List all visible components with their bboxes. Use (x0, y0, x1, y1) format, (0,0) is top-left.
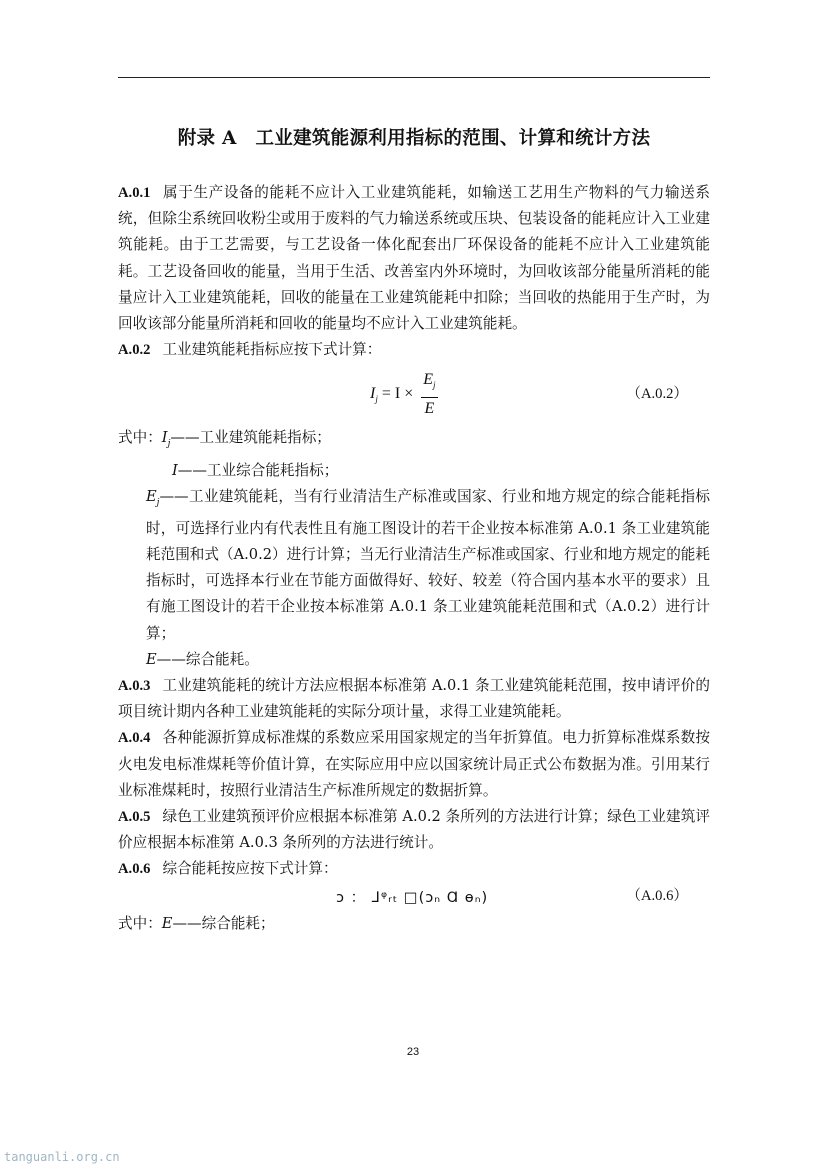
header-rule (118, 77, 710, 78)
section-text: 属于生产设备的能耗不应计入工业建筑能耗，如输送工艺用生产物料的气力输送系统，但除尘系统回收粉尘或用于废料的气力输送系统或压块、包装设备的能耗应计入工业建筑能耗。由于工艺需要，与工艺设备一体化配套出厂环保设备的能耗不应计入工业建筑能耗。工艺设备回收的能量，当用于生活、改善室内外环境时，为回收该部分能量所消耗的能量应计入工业建筑能耗，回收的能量在工业建筑能耗中扣除；当回收的热能用于生产时，为回收该部分能量所消耗和回收的能量均不应计入工业建筑能耗。 (118, 184, 710, 333)
section-a02 (118, 337, 710, 363)
section-text: 工业建筑能耗指标应按下式计算： (162, 341, 382, 359)
appendix-title: 附录 A 工业建筑能源利用指标的范围、计算和统计方法 (177, 128, 651, 149)
section-a01 (118, 180, 710, 337)
section-text: 综合能耗按应按下式计算： (162, 860, 338, 878)
section-number: A.0.5 (118, 809, 151, 826)
section-number: A.0.4 (118, 730, 151, 747)
section-number: A.0.1 (118, 185, 151, 201)
page-number: 23 (406, 1046, 420, 1058)
section-text: 绿色工业建筑预评价应根据本标准第 A.0.2 条所列的方法进行计算；绿色工业建筑评价应根据本标准第 A.0.3 条所列的方法进行统计。 (118, 808, 710, 852)
where-e-2: 式中：E——综合能耗； (118, 914, 275, 932)
formula-expression: $I_j = I$ × $\frac{E_j}{E}$ (370, 369, 438, 419)
where-i: I——工业综合能耗指标； (172, 461, 339, 479)
where-ej: $E_j——$工业建筑能耗，当有行业清洁生产标准或国家、行业和地方规定的综合能耗指标时，可选择行业内有代表性且有施工图设计的若干企业按本标准第 A.0.1 条工业建筑能耗范围和式（A.0.2）进行计算；当无行业清洁生产标准或国家、行业和地方规定的能耗指标时，可选择本行业在节能方面做得好、较好、较差（符合国内基本水平的要求）且有施工图设计的若干企业按本标准第 A.0.1 条工业建筑能耗范围和式（A.0.2）进行计算； (146, 487, 710, 642)
formula-a02 (118, 363, 710, 425)
equation-number: （A.0.2） (626, 386, 688, 403)
section-a03 (118, 673, 710, 725)
watermark: tanguanli.org.cn (4, 1150, 120, 1164)
formula-expression: ɔ ： ⅃ᵠᵣₜ □(ɔₙ Ɑ ɵₙ) (336, 888, 489, 906)
fraction: $\frac{E_j}{E}$ (423, 371, 436, 417)
section-number: A.0.6 (118, 861, 151, 878)
formula-a06 (118, 883, 710, 911)
equation-number: （A.0.6） (626, 887, 688, 904)
section-a04 (118, 725, 710, 804)
section-number: A.0.2 (118, 342, 151, 359)
section-a06 (118, 856, 710, 882)
section-text: 工业建筑能耗的统计方法应根据本标准第 A.0.1 条工业建筑能耗范围，按申请评价的项目统计期内各种工业建筑能耗的实际分项计量，求得工业建筑能耗。 (118, 677, 710, 721)
where-ij: 式中：$I_j——$工业建筑能耗指标； (118, 429, 331, 450)
section-text: 各种能源折算成标准煤的系数应采用国家规定的当年折算值。电力折算标准煤系数按火电发电标准煤耗等价值计算，在实际应用中应以国家统计局正式公布数据为准。引用某行业标准煤耗时，按照行业清洁生产标准所规定的数据折算。 (118, 729, 710, 799)
section-number: A.0.3 (118, 678, 151, 695)
document-body (118, 180, 710, 937)
section-a05 (118, 804, 710, 856)
where-e: E——综合能耗。 (146, 650, 259, 668)
